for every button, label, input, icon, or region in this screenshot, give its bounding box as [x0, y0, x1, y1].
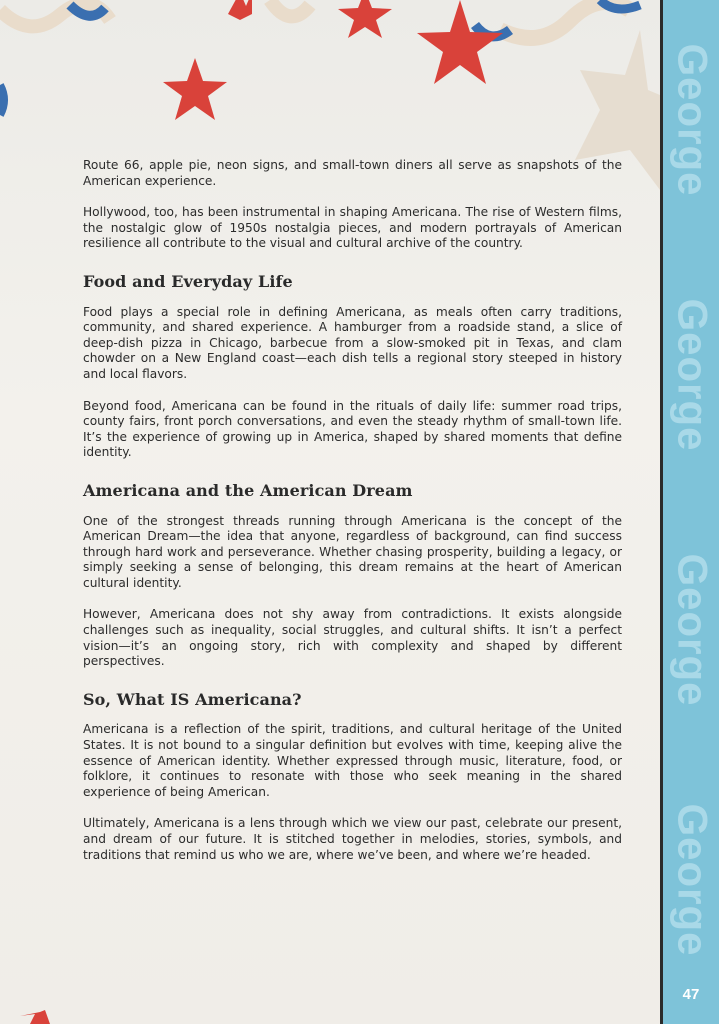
ribbon-cream	[270, 0, 310, 16]
paragraph: One of the strongest threads running through Americana is the concept of the American Dream—the idea that anyone, regardless of background, can find success through hard work and perseverance. Whether chasing prosperity, building a legacy, or simply seeking a sense of belonging, this dream remains at the heart of American cultural identity.	[83, 513, 622, 590]
spine-label: George	[669, 553, 717, 707]
section-heading: Americana and the American Dream	[83, 480, 413, 500]
red-star	[338, 0, 392, 38]
red-star	[163, 58, 227, 120]
paragraph: Beyond food, Americana can be found in the rituals of daily life: summer road trips, county fairs, front porch conversations, and even the steady rhythm of small-town life. It’s the experience of growing up in America, shaped by shared moments that define identity.	[83, 398, 622, 460]
paragraph: Ultimately, Americana is a lens through which we view our past, celebrate our present, and dream of our future. It is stitched together in melodies, stories, symbols, and traditions that remind us who we are, where we’ve been, and where we’re headed.	[83, 816, 622, 862]
page-number: 47	[682, 986, 700, 1003]
article-body	[83, 158, 622, 879]
paragraph: Americana is a reflection of the spirit, traditions, and cultural heritage of the United States. It is not bound to a singular definition but evolves with time, keeping alive the essence of American identity. Whether expressed through music, literature, food, or folklore, it continues to resonate with those who seek meaning in the shared experience of being American.	[83, 722, 622, 799]
spine-label: George	[669, 298, 717, 452]
red-star	[417, 0, 503, 84]
side-band	[660, 0, 719, 1024]
red-star	[20, 1010, 50, 1024]
section-heading: So, What IS Americana?	[83, 689, 302, 709]
ribbon-blue	[0, 85, 4, 115]
spine-label: George	[669, 803, 717, 957]
section-heading: Food and Everyday Life	[83, 271, 293, 291]
spine-label: George	[669, 43, 717, 197]
paragraph: However, Americana does not shy away from contradictions. It exists alongside challenges such as inequality, social struggles, and cultural shifts. It isn’t a perfect vision—it’s an ongoing story, rich with complexity and shaped by different perspectives.	[83, 607, 622, 669]
paragraph: Hollywood, too, has been instrumental in shaping Americana. The rise of Western films, the nostalgic glow of 1950s nostalgia pieces, and modern portrayals of American resilience all contribute to the visual and cultural archive of the country.	[83, 205, 622, 251]
red-star	[228, 0, 252, 20]
paragraph: Route 66, apple pie, neon signs, and small-town diners all serve as snapshots of the American experience.	[83, 158, 622, 188]
paragraph: Food plays a special role in defining Americana, as meals often carry traditions, community, and shared experience. A hamburger from a roadside stand, a slice of deep-dish pizza in Chicago, barbecue from a slow-smoked pit in Texas, and clam chowder on a New England coast—each dish tells a regional story steeped in history and local flavors.	[83, 304, 622, 381]
